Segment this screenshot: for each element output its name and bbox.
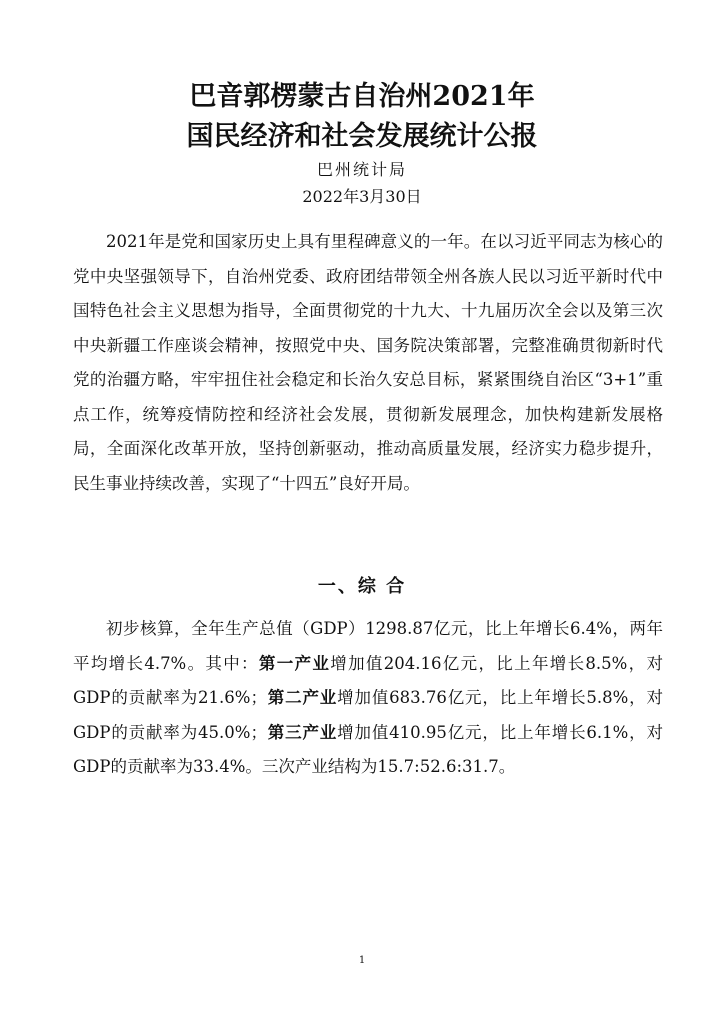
summary-text-3: 增加值683.76亿元，比上年增长5.8%，对GDP的贡献率为45.0%；: [73, 688, 664, 742]
publish-date: 2022年3月30日: [302, 187, 422, 206]
summary-text-2: 增加值204.16亿元，比上年增长8.5%，对GDP的贡献率为21.6%；: [73, 653, 664, 707]
tertiary-industry-label: 第三产业: [266, 722, 338, 742]
issuer: 巴州统计局: [316, 160, 407, 179]
primary-industry-label: 第一产业: [258, 653, 331, 673]
summary-paragraph: [73, 612, 663, 785]
secondary-industry-label: 第二产业: [266, 688, 338, 707]
page-number: 1: [358, 955, 366, 966]
document-title-line-1: 巴音郭楞蒙古自治州2021年: [189, 81, 535, 112]
summary-text-1: 初步核算，全年生产总值（GDP）1298.87亿元，比上年增长6.4%，两年平均增长4.7%。其中：: [73, 619, 663, 673]
intro-paragraph: 2021年是党和国家历史上具有里程碑意义的一年。在以习近平同志为核心的党中央坚强领导下，自治州党委、政府团结带领全州各族人民以习近平新时代中国特色社会主义思想为指导，全面贯彻党的十九大、十九届历次全会以及第三次中央新疆工作座谈会精神，按照党中央、国务院决策部署，完整准确贯彻新时代党的治疆方略，牢牢扭住社会稳定和长治久安总目标，紧紧围绕自治区“3+1”重点工作，统筹疫情防控和经济社会发展，贯彻新发展理念，加快构建新发展格局，全面深化改革开放，坚持创新驱动，推动高质量发展，经济实力稳步提升，民生事业持续改善，实现了“十四五”良好开局。: [73, 232, 663, 493]
section-heading: 一、综 合: [317, 576, 407, 597]
summary-text-4: 增加值410.95亿元，比上年增长6.1%，对GDP的贡献率为33.4%。三次产业结构为15.7:52.6:31.7。: [73, 722, 664, 776]
document-title-line-2: 国民经济和社会发展统计公报: [186, 121, 538, 152]
